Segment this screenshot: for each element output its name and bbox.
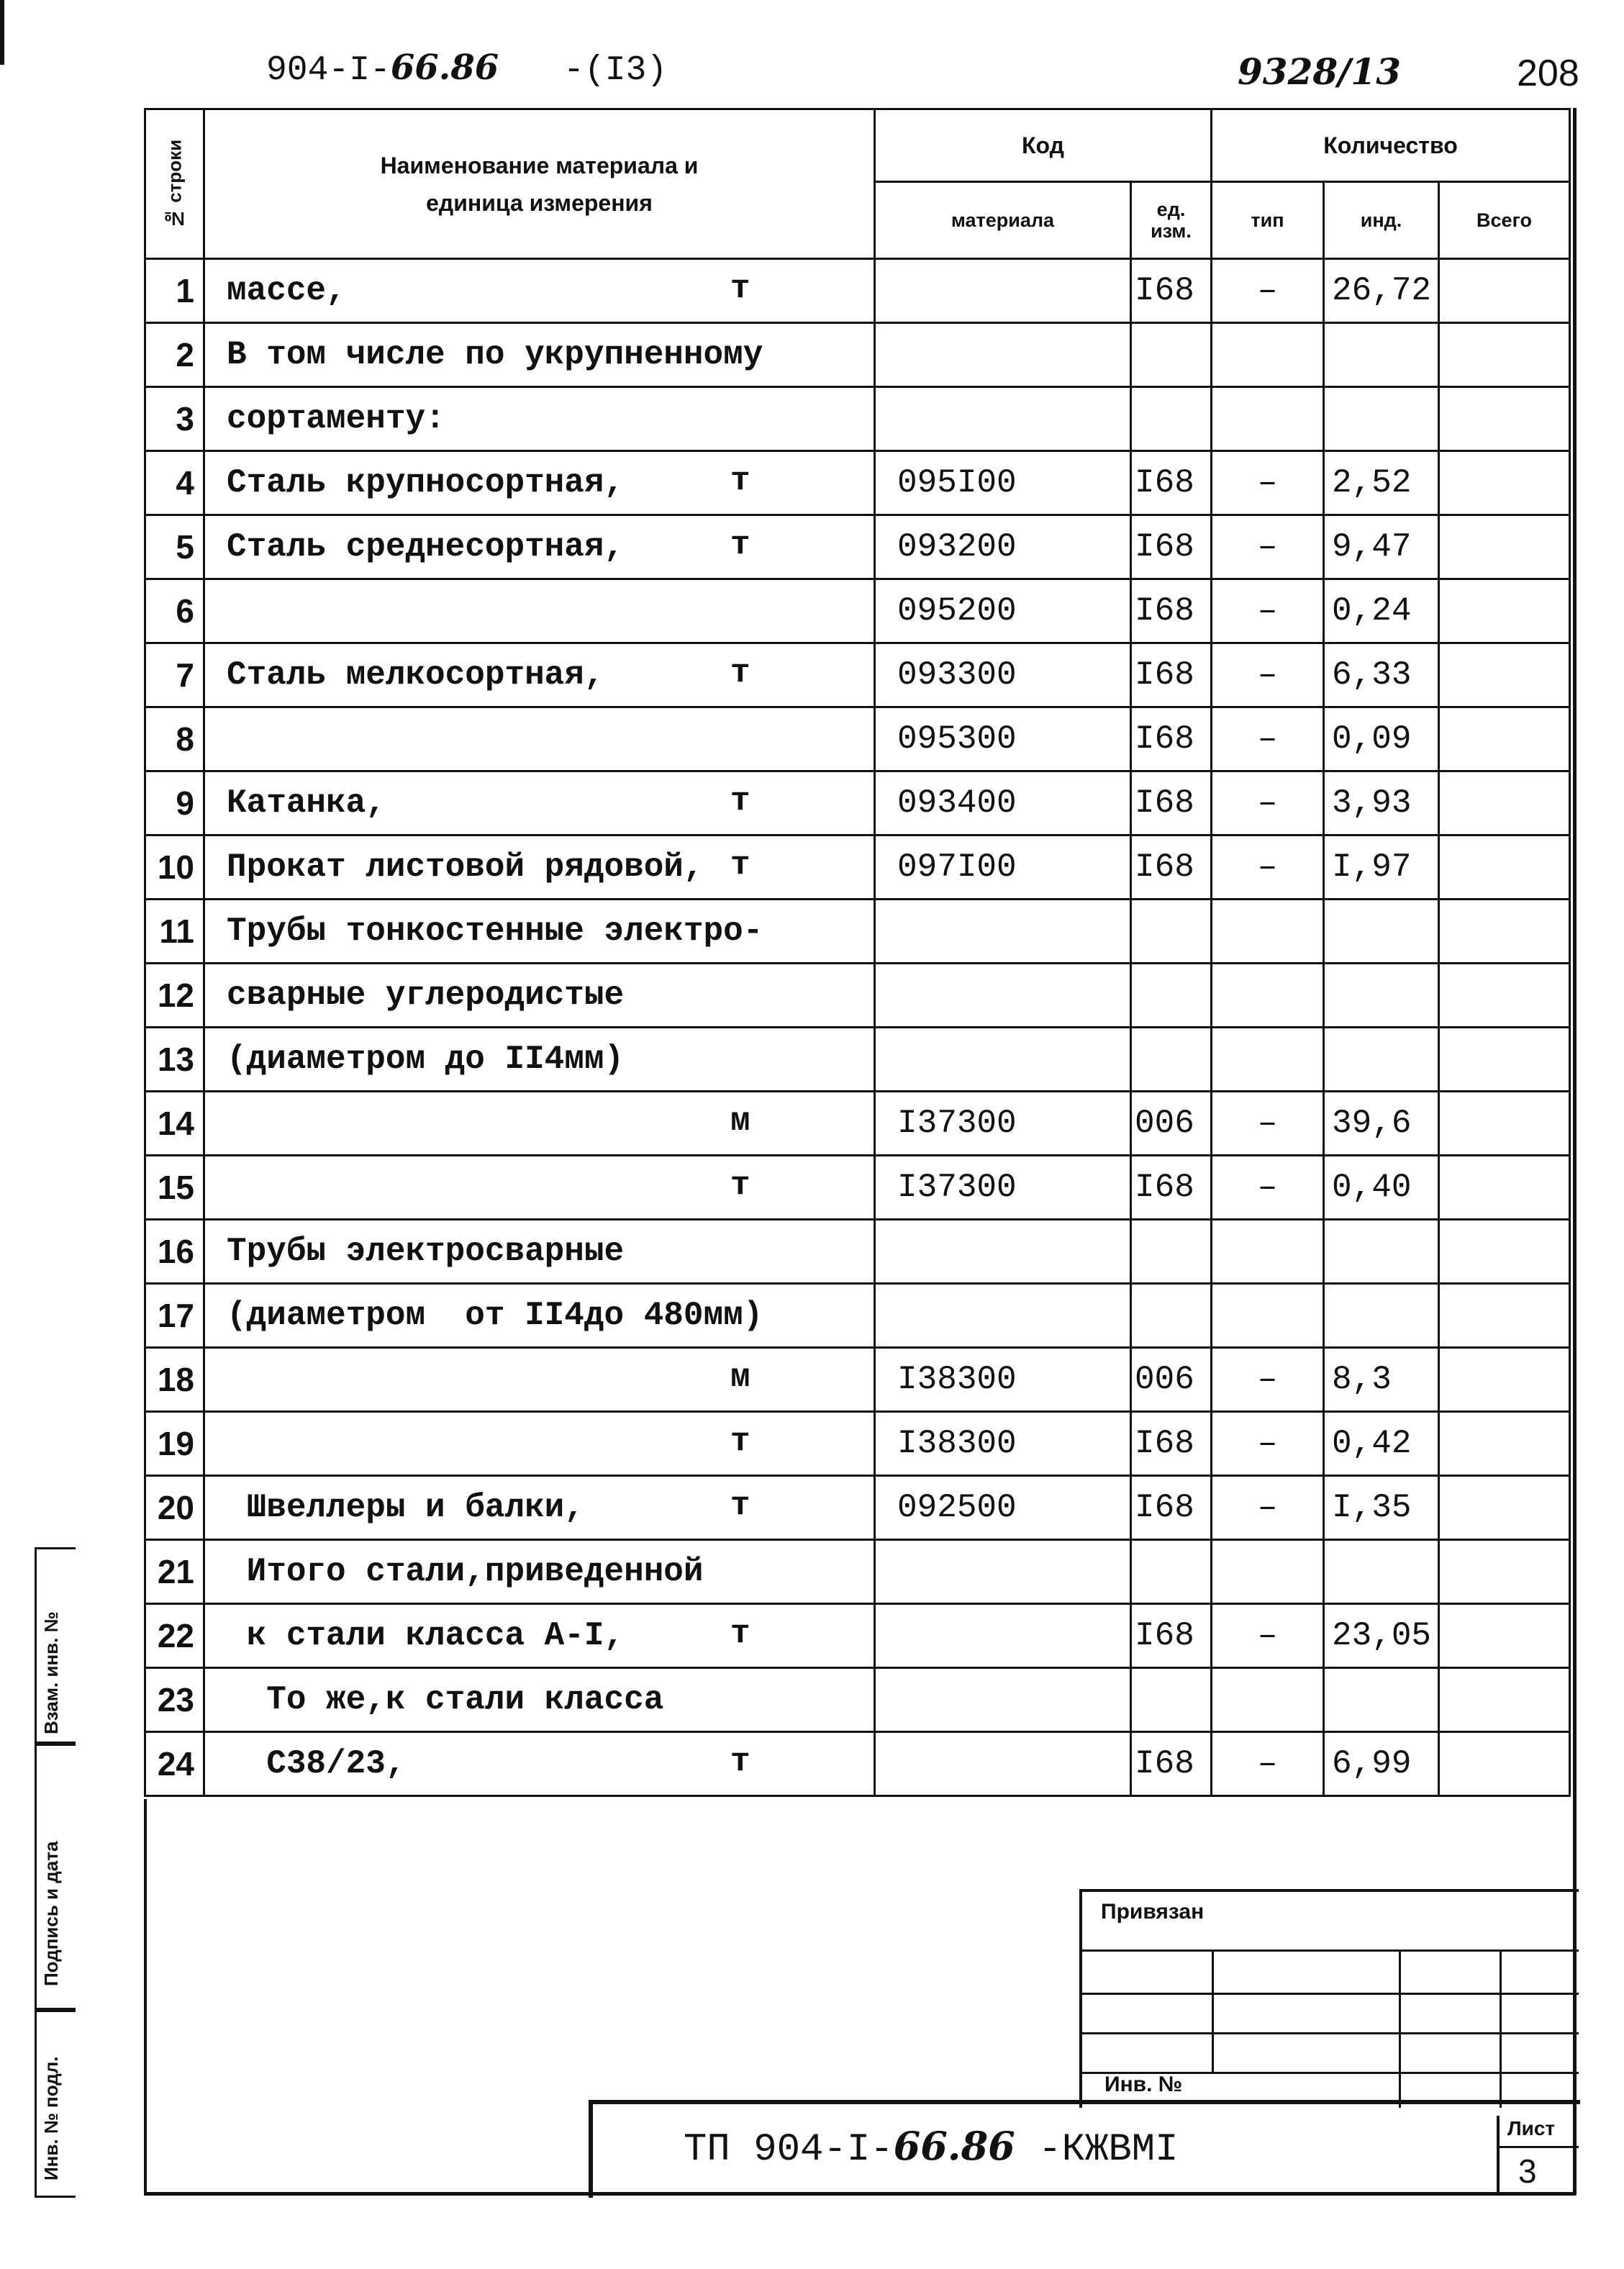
material-code: [875, 1604, 1131, 1668]
stamp-line: [1082, 1949, 1579, 1952]
material-code: [875, 387, 1131, 451]
qty-type: –: [1212, 1348, 1324, 1412]
qty-type: –: [1212, 1604, 1324, 1668]
qty-ind: [1324, 387, 1439, 451]
table-row: [145, 259, 1570, 323]
frame-right-border: [1573, 108, 1577, 2195]
material-name-text: Трубы тонкостенные электро-: [227, 912, 763, 950]
table-row: [145, 1028, 1570, 1092]
row-number: 11: [145, 900, 204, 964]
qty-ind: [1324, 1028, 1439, 1092]
qty-type: [1212, 1540, 1324, 1604]
material-name-text: В том числе по укрупненному: [227, 336, 763, 373]
unit-of-measure: м: [730, 1359, 750, 1396]
qty-ind: 9,47: [1324, 515, 1439, 579]
qty-ind: [1324, 1284, 1439, 1348]
unit-code: 006: [1131, 1348, 1212, 1412]
material-name-text: (диаметром до II4мм): [227, 1041, 625, 1078]
row-number: 10: [145, 835, 204, 900]
unit-code: I68: [1131, 707, 1212, 771]
qty-total: [1439, 515, 1570, 579]
unit-of-measure: т: [730, 1167, 750, 1204]
material-code: [875, 1668, 1131, 1732]
unit-code: [1131, 1668, 1212, 1732]
row-number: 20: [145, 1476, 204, 1540]
qty-total: [1439, 1732, 1570, 1796]
material-code: [875, 1540, 1131, 1604]
qty-total: [1439, 1604, 1570, 1668]
header-qty-type: тип: [1212, 182, 1324, 259]
material-name: [204, 707, 875, 771]
header-quantity: Количество: [1212, 109, 1570, 182]
qty-ind: 23,05: [1324, 1604, 1439, 1668]
qty-type: –: [1212, 579, 1324, 643]
unit-of-measure: т: [730, 846, 750, 884]
privyazan-label: Привязан: [1101, 1900, 1205, 1924]
unit-code: I68: [1131, 1412, 1212, 1476]
qty-type: –: [1212, 1476, 1324, 1540]
qty-total: [1439, 900, 1570, 964]
material-name-text: сварные углеродистые: [227, 977, 625, 1014]
material-code: I37300: [875, 1092, 1131, 1156]
row-number: 23: [145, 1668, 204, 1732]
qty-total: [1439, 1284, 1570, 1348]
unit-code: 006: [1131, 1092, 1212, 1156]
stamp-line: [1082, 2032, 1579, 2034]
material-name: [204, 964, 875, 1028]
qty-type: –: [1212, 771, 1324, 835]
row-number: 19: [145, 1412, 204, 1476]
qty-ind: 39,6: [1324, 1092, 1439, 1156]
material-code: [875, 1220, 1131, 1284]
material-code: I38300: [875, 1348, 1131, 1412]
material-code: [875, 900, 1131, 964]
title-block-code: [684, 2123, 1179, 2172]
qty-type: [1212, 964, 1324, 1028]
material-name: [204, 1732, 875, 1796]
stamp-inv-podl-label: Инв. № подл.: [40, 2056, 62, 2180]
qty-ind: [1324, 1668, 1439, 1732]
material-name: [204, 1476, 875, 1540]
material-name: [204, 323, 875, 387]
table-row: [145, 1220, 1570, 1284]
qty-total: [1439, 835, 1570, 900]
qty-total: [1439, 1156, 1570, 1220]
page-number-divider: [0, 0, 4, 65]
qty-total: [1439, 259, 1570, 323]
material-code: 092500: [875, 1476, 1131, 1540]
material-code: 093400: [875, 771, 1131, 835]
doc-code-suffix: -(I3): [563, 51, 668, 90]
qty-total: [1439, 707, 1570, 771]
stamp-podpis-label: Подпись и дата: [40, 1841, 62, 1986]
qty-type: –: [1212, 515, 1324, 579]
qty-type: –: [1212, 1732, 1324, 1796]
qty-type: [1212, 900, 1324, 964]
row-number: 15: [145, 1156, 204, 1220]
qty-type: –: [1212, 259, 1324, 323]
qty-total: [1439, 387, 1570, 451]
row-number: 3: [145, 387, 204, 451]
material-name-text: Итого стали,приведенной: [227, 1553, 704, 1590]
unit-code: I68: [1131, 1476, 1212, 1540]
material-name-text: То же,к стали класса: [227, 1681, 664, 1718]
material-name-text: Сталь мелкосортная,: [227, 656, 604, 694]
unit-code: I68: [1131, 771, 1212, 835]
header-code: Код: [875, 109, 1212, 182]
stamp-line: [1082, 1993, 1579, 1995]
qty-total: [1439, 643, 1570, 707]
row-number: 14: [145, 1092, 204, 1156]
material-code: I37300: [875, 1156, 1131, 1220]
qty-type: [1212, 387, 1324, 451]
material-code: 095300: [875, 707, 1131, 771]
qty-ind: [1324, 900, 1439, 964]
table-row: [145, 771, 1570, 835]
material-code: [875, 1028, 1131, 1092]
table-body: [145, 259, 1570, 1796]
qty-ind: 0,42: [1324, 1412, 1439, 1476]
material-spec-table: [144, 108, 1571, 1797]
unit-code: [1131, 1220, 1212, 1284]
table-row: [145, 1284, 1570, 1348]
qty-ind: [1324, 1220, 1439, 1284]
material-name: [204, 515, 875, 579]
unit-code: [1131, 1540, 1212, 1604]
material-code: [875, 259, 1131, 323]
qty-total: [1439, 1348, 1570, 1412]
header-row-number: № строки: [145, 109, 204, 259]
unit-of-measure: т: [730, 526, 750, 563]
material-name-text: Сталь среднесортная,: [227, 528, 625, 566]
material-name-text: (диаметром от II4до 480мм): [227, 1297, 763, 1334]
table-row: [145, 579, 1570, 643]
row-number: 16: [145, 1220, 204, 1284]
row-number: 8: [145, 707, 204, 771]
title-code-prefix: ТП 904-I-: [684, 2128, 894, 2172]
unit-code: I68: [1131, 1732, 1212, 1796]
table-row: [145, 1668, 1570, 1732]
unit-code: [1131, 387, 1212, 451]
row-number: 4: [145, 451, 204, 515]
table-row: [145, 323, 1570, 387]
table-row: [145, 835, 1570, 900]
material-name: [204, 1604, 875, 1668]
unit-of-measure: т: [730, 462, 750, 499]
table-row: [145, 451, 1570, 515]
qty-ind: [1324, 964, 1439, 1028]
material-name-text: сортаменту:: [227, 400, 445, 438]
unit-of-measure: т: [730, 782, 750, 820]
material-name: [204, 579, 875, 643]
material-code: 093300: [875, 643, 1131, 707]
material-code: 095I00: [875, 451, 1131, 515]
unit-code: I68: [1131, 515, 1212, 579]
table-row: [145, 1412, 1570, 1476]
material-name: [204, 1156, 875, 1220]
material-name: [204, 1092, 875, 1156]
unit-code: [1131, 1028, 1212, 1092]
material-name-text: Швеллеры и балки,: [227, 1489, 584, 1526]
unit-code: I68: [1131, 259, 1212, 323]
qty-total: [1439, 1028, 1570, 1092]
qty-type: –: [1212, 1156, 1324, 1220]
header-material-name: Наименование материала и единица измерения: [204, 109, 875, 259]
material-name-text: Трубы электросварные: [227, 1233, 625, 1270]
row-number: 21: [145, 1540, 204, 1604]
table-row: [145, 1476, 1570, 1540]
qty-ind: 0,40: [1324, 1156, 1439, 1220]
qty-ind: 3,93: [1324, 771, 1439, 835]
material-code: 095200: [875, 579, 1131, 643]
material-name: [204, 643, 875, 707]
material-name: [204, 259, 875, 323]
table-row: [145, 643, 1570, 707]
material-code: [875, 964, 1131, 1028]
material-name: [204, 1668, 875, 1732]
qty-total: [1439, 1220, 1570, 1284]
qty-ind: 0,24: [1324, 579, 1439, 643]
row-number: 24: [145, 1732, 204, 1796]
material-name-text: массе,: [227, 272, 346, 309]
row-number: 18: [145, 1348, 204, 1412]
table-row: [145, 515, 1570, 579]
unit-code: I68: [1131, 1604, 1212, 1668]
inv-no-label: Инв. №: [1104, 2073, 1183, 2096]
material-code: I38300: [875, 1412, 1131, 1476]
qty-ind: 26,72: [1324, 259, 1439, 323]
material-name: [204, 387, 875, 451]
header-code-unit: ед. изм.: [1131, 182, 1212, 259]
handwritten-number: 9328/13: [1238, 50, 1402, 93]
material-name: [204, 1284, 875, 1348]
table-row: [145, 1348, 1570, 1412]
qty-ind: 0,09: [1324, 707, 1439, 771]
qty-total: [1439, 323, 1570, 387]
row-number: 22: [145, 1604, 204, 1668]
qty-total: [1439, 1412, 1570, 1476]
unit-code: [1131, 900, 1212, 964]
table-row: [145, 964, 1570, 1028]
table-row: [145, 1540, 1570, 1604]
qty-type: –: [1212, 1092, 1324, 1156]
qty-type: –: [1212, 707, 1324, 771]
qty-type: –: [1212, 1412, 1324, 1476]
material-name-text: Катанка,: [227, 784, 386, 822]
material-name: [204, 1412, 875, 1476]
header-code-material: материала: [875, 182, 1131, 259]
row-number: 6: [145, 579, 204, 643]
qty-ind: 2,52: [1324, 451, 1439, 515]
material-name: [204, 1348, 875, 1412]
row-number: 17: [145, 1284, 204, 1348]
unit-of-measure: т: [730, 1743, 750, 1780]
material-name: [204, 771, 875, 835]
material-code: [875, 1732, 1131, 1796]
qty-ind: 6,99: [1324, 1732, 1439, 1796]
qty-ind: I,35: [1324, 1476, 1439, 1540]
qty-total: [1439, 1476, 1570, 1540]
unit-of-measure: т: [730, 1615, 750, 1652]
material-name-text: Прокат листовой рядовой,: [227, 848, 704, 886]
unit-code: I68: [1131, 451, 1212, 515]
material-code: [875, 323, 1131, 387]
qty-ind: 8,3: [1324, 1348, 1439, 1412]
qty-type: –: [1212, 835, 1324, 900]
qty-type: [1212, 1284, 1324, 1348]
table-row: [145, 1732, 1570, 1796]
table-row: [145, 900, 1570, 964]
qty-type: –: [1212, 643, 1324, 707]
title-code-suffix: -КЖВМI: [1015, 2128, 1179, 2172]
qty-total: [1439, 451, 1570, 515]
material-name: [204, 900, 875, 964]
doc-code-prefix: 904-I-: [266, 51, 391, 90]
table-row: [145, 1604, 1570, 1668]
material-name: [204, 1028, 875, 1092]
row-number: 12: [145, 964, 204, 1028]
qty-type: –: [1212, 451, 1324, 515]
material-code: [875, 1284, 1131, 1348]
sheet-box-divider: [1500, 2146, 1579, 2148]
unit-code: I68: [1131, 579, 1212, 643]
doc-code-handwritten: 66.86: [390, 47, 499, 88]
material-name: [204, 835, 875, 900]
material-name-text: С38/23,: [227, 1745, 406, 1783]
unit-of-measure: т: [730, 1487, 750, 1524]
row-number: 9: [145, 771, 204, 835]
table-row: [145, 387, 1570, 451]
material-name: [204, 1540, 875, 1604]
table-row: [145, 707, 1570, 771]
unit-of-measure: т: [730, 270, 750, 307]
stamp-vzam-inv-label: Взам. инв. №: [40, 1611, 62, 1734]
qty-ind: [1324, 323, 1439, 387]
unit-of-measure: т: [730, 654, 750, 692]
qty-total: [1439, 1668, 1570, 1732]
material-name: [204, 451, 875, 515]
qty-total: [1439, 771, 1570, 835]
unit-code: I68: [1131, 643, 1212, 707]
qty-type: [1212, 1220, 1324, 1284]
qty-ind: [1324, 1540, 1439, 1604]
table-row: [145, 1156, 1570, 1220]
page-number: 208: [1517, 53, 1579, 94]
qty-type: [1212, 323, 1324, 387]
qty-type: [1212, 1668, 1324, 1732]
qty-total: [1439, 1092, 1570, 1156]
document-code: [266, 47, 667, 90]
title-code-handwritten: 66.86: [893, 2123, 1015, 2169]
qty-ind: 6,33: [1324, 643, 1439, 707]
stamp-line: [1212, 1949, 1214, 2072]
stamp-line: [1500, 1949, 1502, 2108]
unit-of-measure: т: [730, 1423, 750, 1460]
stamp-line: [1399, 1949, 1401, 2108]
qty-total: [1439, 579, 1570, 643]
row-number: 2: [145, 323, 204, 387]
unit-code: [1131, 1284, 1212, 1348]
material-name-text: Сталь крупносортная,: [227, 464, 625, 502]
table-row: [145, 1092, 1570, 1156]
material-name: [204, 1220, 875, 1284]
sheet-value: 3: [1518, 2152, 1537, 2190]
material-code: 093200: [875, 515, 1131, 579]
qty-total: [1439, 964, 1570, 1028]
header-qty-ind: инд.: [1324, 182, 1439, 259]
qty-ind: I,97: [1324, 835, 1439, 900]
material-code: 097I00: [875, 835, 1131, 900]
unit-code: [1131, 964, 1212, 1028]
row-number: 13: [145, 1028, 204, 1092]
unit-code: I68: [1131, 835, 1212, 900]
row-number: 7: [145, 643, 204, 707]
material-name-text: к стали класса A-I,: [227, 1617, 625, 1654]
qty-total: [1439, 1540, 1570, 1604]
row-number: 1: [145, 259, 204, 323]
unit-code: [1131, 323, 1212, 387]
qty-type: [1212, 1028, 1324, 1092]
header-qty-total: Всего: [1439, 182, 1570, 259]
frame-left-border: [144, 1799, 147, 2195]
sheet-label: Лист: [1507, 2117, 1556, 2139]
unit-code: I68: [1131, 1156, 1212, 1220]
row-number: 5: [145, 515, 204, 579]
unit-of-measure: м: [730, 1102, 750, 1140]
